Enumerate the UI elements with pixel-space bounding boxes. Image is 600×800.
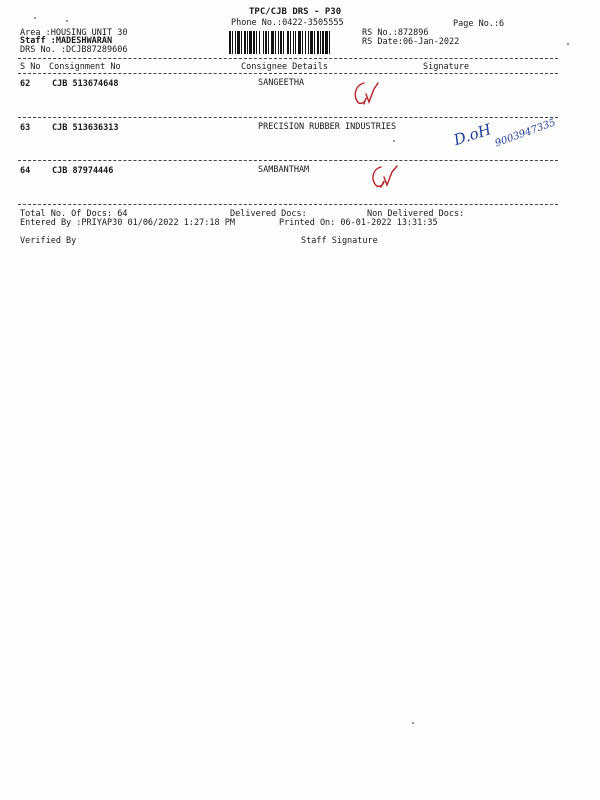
column-sno: S No: [20, 62, 41, 72]
row-sno: 62: [20, 79, 31, 89]
row-separator: [18, 160, 558, 161]
scan-speck: [393, 140, 395, 142]
staff-signature-label: Staff Signature: [301, 236, 378, 246]
rs-date: RS Date:06-Jan-2022: [362, 37, 460, 47]
signature-row-62: [352, 80, 388, 108]
row-consignee: SANGEETHA: [258, 78, 305, 88]
page-number: Page No.:6: [453, 19, 505, 29]
row-sno: 63: [20, 123, 31, 133]
barcode-bar: [330, 31, 332, 54]
handwritten-phone: 9003947335: [493, 117, 558, 150]
rs-number: RS No.:872896: [362, 28, 429, 38]
column-signature: Signature: [423, 62, 470, 72]
row-consignment: CJB 513636313: [52, 123, 119, 133]
row-separator: [18, 117, 558, 118]
non-delivered-docs: Non Delivered Docs:: [367, 209, 465, 219]
column-consignee: Consignee Details: [241, 62, 328, 72]
row-sno: 64: [20, 166, 31, 176]
header-rule-bottom: [18, 73, 558, 74]
handwritten-note: D.oH: [451, 120, 494, 150]
column-consignment: Consignment No: [49, 62, 121, 72]
scan-speck: [567, 43, 569, 45]
phone-number: Phone No.:0422-3505555: [231, 18, 344, 28]
document-title: TPC/CJB DRS - P30: [249, 7, 342, 17]
total-docs: Total No. Of Docs: 64: [20, 209, 128, 219]
area-label: Area :HOUSING UNIT 30: [20, 28, 128, 38]
row-consignment: CJB 513674648: [52, 79, 119, 89]
scan-speck: [34, 17, 36, 19]
delivered-docs: Delivered Docs:: [230, 209, 307, 219]
scan-speck: [66, 20, 68, 22]
printed-on: Printed On: 06-01-2022 13:31:35: [279, 218, 438, 228]
verified-by: Verified By: [20, 236, 77, 246]
signature-row-64: [370, 163, 404, 191]
row-separator: [18, 204, 558, 205]
entered-by: Entered By :PRIYAP30 01/06/2022 1:27:18 PM: [20, 218, 235, 228]
staff-label: Staff :MADESHWARAN: [20, 36, 113, 46]
barcode: [229, 31, 355, 54]
row-consignee: PRECISION RUBBER INDUSTRIES: [258, 122, 397, 132]
drs-number: DRS No. :DCJB87289606: [20, 45, 128, 55]
header-rule-top: [18, 58, 558, 59]
row-consignment: CJB 87974446: [52, 166, 114, 176]
scan-speck: [412, 722, 414, 724]
row-consignee: SAMBANTHAM: [258, 165, 310, 175]
